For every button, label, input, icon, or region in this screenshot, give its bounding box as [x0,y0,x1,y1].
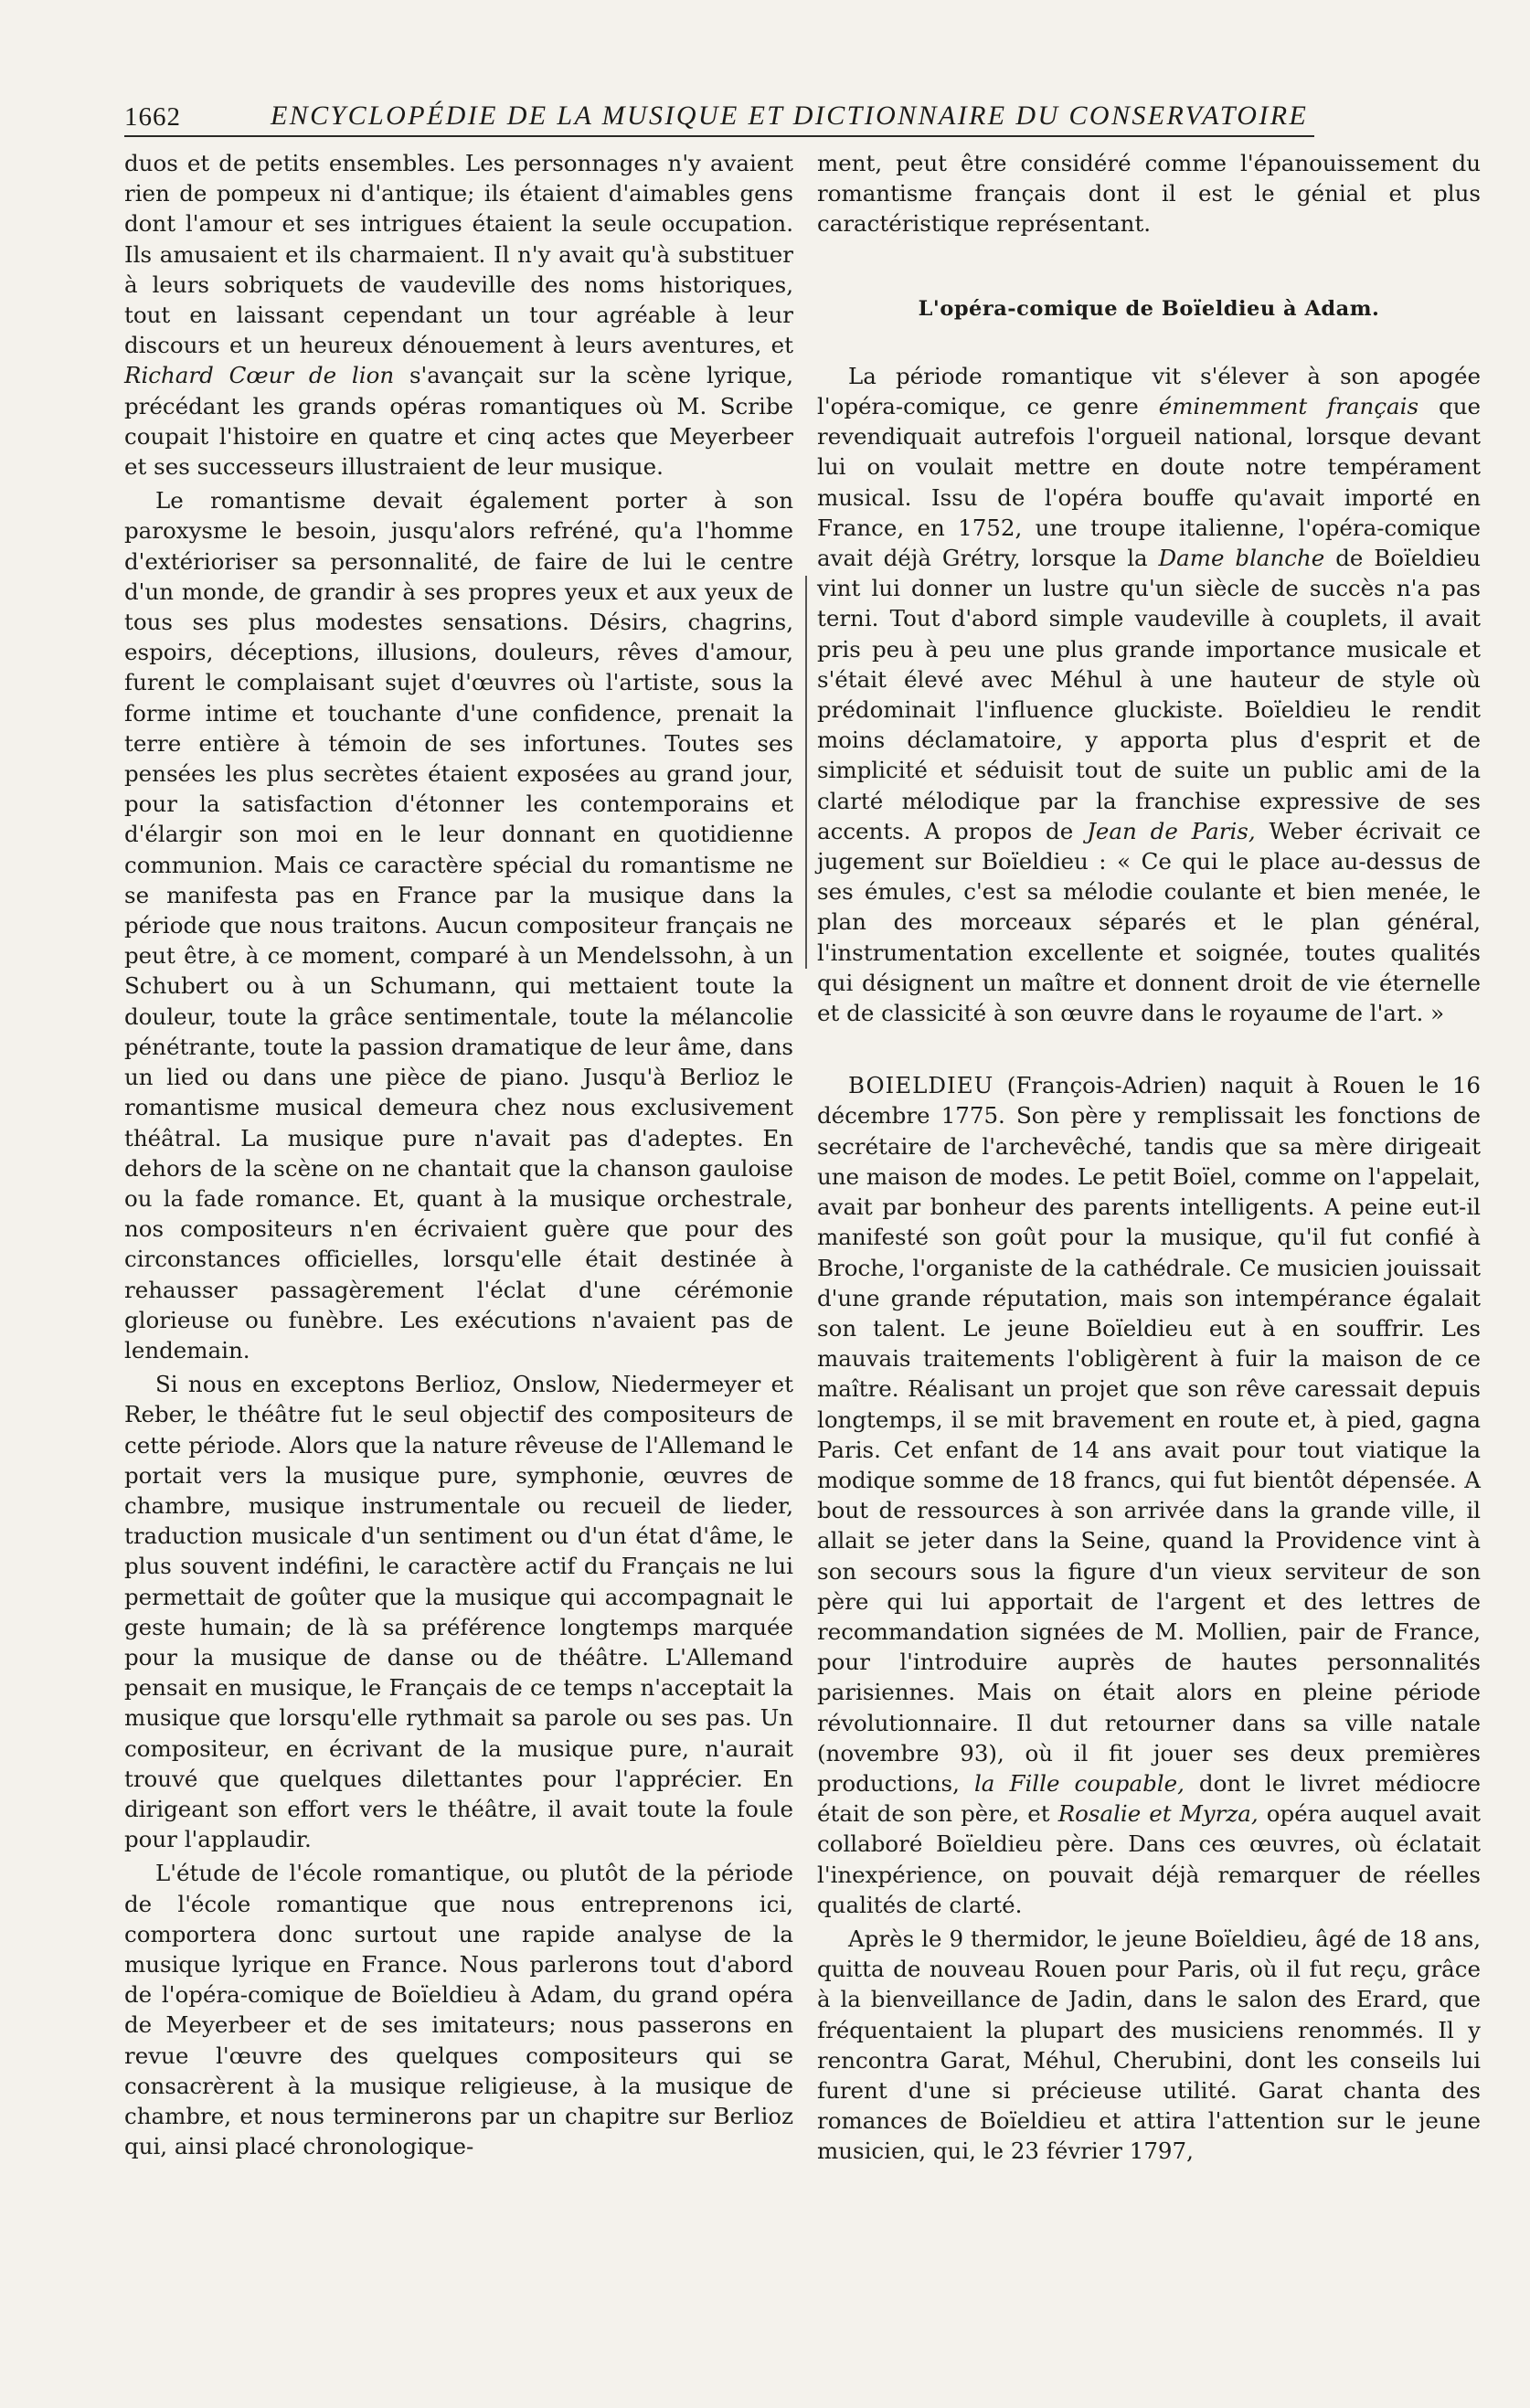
italic-title: Richard Cœur de lion [124,362,395,389]
text-run: (François-Adrien) naquit à Rouen le 16 décembre 1775. Son père y remplissait les fonctions de secrétaire de l'archevêché, tandis que sa mère dirigeait une maison de modes. Le petit Boïel, comme on l'appelait, avait par bonheur des parents intelligents. A peine eut-il manifesté son goût pour la musique, qu'il fut confié à Broche, l'organiste de la cathédrale. Ce musicien jouissait d'une grande réputation, mais son intempérance égalait son talent. Le jeune Boïeldieu eut à en souffrir. Les mauvais traitements l'obligèrent à fuir la maison de ce maître. Réalisant un projet que son rêve caressait depuis longtemps, il se mit bravement en route et, à pied, gagna Paris. Cet enfant de 14 ans avait pour tout viatique la modique somme de 18 francs, qui fut bientôt dépensée. A bout de ressources à son arrivée dans la grande ville, il allait se jeter dans la Seine, quand la Providence vint à son secours sous la figure d'un vieux serviteur de son père qui lui apportait de l'argent et des lettres de recommandation signées de M. Mollien, pair de France, pour l'introduire auprès de hautes personnalités parisiennes. Mais on était alors en pleine période révolutionnaire. Il dut retourner dans sa ville natale (novembre 93), où il fit jouer ses deux premières productions, [817,1072,1481,1797]
page-number: 1662 [124,102,181,132]
paragraph: Le romantisme devait également porter à son paroxysme le besoin, jusqu'alors refréné, qu'a l'homme d'extérioriser sa personnalité, de faire de lui le centre d'un monde, de grandir à ses propres yeux et aux yeux de tous ses plus modestes sensations. Désirs, chagrins, espoirs, déceptions, illusions, douleurs, rêves d'amour, furent le complaisant sujet d'œuvres où l'artiste, sous la forme intime et touchante d'une confidence, prenait la terre entière à témoin de ses infortunes. Toutes ses pensées les plus secrètes étaient exposées au grand jour, pour la satisfaction d'étonner les contemporains et d'élargir son moi en le leur donnant en quotidienne communion. Mais ce caractère spécial du romantisme ne se manifesta pas en France par la musique dans la période que nous traitons. Aucun compositeur français ne peut être, à ce moment, comparé à un Mendelssohn, à un Schubert ou à un Schumann, qui mettaient toute la douleur, toute la grâce sentimentale, toute la mélancolie pénétrante, toute la passion dramatique de leur âme, dans un lied ou dans une pièce de piano. Jusqu'à Berlioz le romantisme musical demeura chez nous exclusivement théâtral. La musique pure n'avait pas d'adeptes. En dehors de la scène on ne chantait que la chanson gauloise ou la fade romance. Et, quant à la musique orchestrale, nos compositeurs n'en écrivaient guère que pour des circonstances officielles, lorsqu'elle était destinée à rehausser passagèrement l'éclat d'une cérémonie glorieuse ou funèbre. Les exécutions n'avaient pas de lendemain. [124,487,793,1363]
paragraph [817,361,1481,1028]
composer-name: BOIELDIEU [848,1072,994,1099]
right-column [817,148,1481,2167]
paragraph: Après le 9 thermidor, le jeune Boïeldieu, âgé de 18 ans, quitta de nouveau Rouen pour Paris, où il fut reçu, grâce à la bienveillance de Jadin, dans le salon des Erard, que fréquentaient la plupart des musiciens renommés. Il y rencontra Garat, Méhul, Cherubini, dont les conseils lui furent d'une si précieuse utilité. Garat chanta des romances de Boïeldieu et attira l'attention sur le jeune musicien, qui, le 23 février 1797, [817,1925,1481,2165]
text-run: s'avançait sur la scène lyrique, précédant les grands opéras romantiques où M. Scribe coupait l'histoire en quatre et cinq actes que Meyerbeer et ses successeurs illustraient de leur musique. [124,362,793,481]
italic-title: la Fille coupable, [973,1769,1185,1797]
paragraph: L'étude de l'école romantique, ou plutôt de la période de l'école romantique que nous entreprenons ici, comportera donc surtout une rapide analyse de la musique lyrique en France. Nous parlerons tout d'abord de l'opéra-comique de Boïeldieu à Adam, du grand opéra de Meyerbeer et de ses imitateurs; nous passerons en revue l'œuvre des quelques compositeurs qui se consacrèrent à la musique religieuse, à la musique de chambre, et nous terminerons par un chapitre sur Berlioz qui, ainsi placé chronologique- [124,1860,793,2160]
column-divider [805,576,807,969]
italic-title: Jean de Paris, [1087,817,1256,844]
text-run: Weber écrivait ce jugement sur Boïeldieu : « Ce qui le place au-dessus de ses émules, c'est sa mélodie coulante et bien menée, le plan des morceaux séparés et le plan général, l'instrumentation excellente et soignée, toutes qualités qui désignent un maître et donnent droit de vie éternelle et de classicité à son œuvre dans le royaume de l'art. » [817,817,1481,1027]
paragraph [124,148,793,482]
left-column [124,148,793,2161]
text-run: duos et de petits ensembles. Les personnages n'y avaient rien de pompeux ni d'antique; ils étaient d'aimables gens dont l'amour et ses intrigues étaient la seule occupation. Ils amusaient et ils charmaient. Il n'y avait qu'à substituer à leurs sobriquets de vaudeville des noms historiques, tout en laissant cependant un tour agréable à leur discours et un heureux dénouement à leurs aventures, et [124,150,793,359]
section-heading: L'opéra-comique de Boïeldieu à Adam. [918,296,1380,321]
text-run: de Boïeldieu vint lui donner un lustre qu'un siècle de succès n'a pas terni. Tout d'abord simple vaudeville à couplets, il avait pris peu à peu une plus grande importance musicale et s'était élevé avec Méhul à une hauteur de style où prédominait l'influence gluckiste. Boïeldieu le rendit moins déclamatoire, y apporta plus d'esprit et de simplicité et séduisit tout de suite un public ami de la clarté mélodique par la franchise expressive de ses accents. A propos de [817,545,1481,844]
paragraph [817,1070,1481,1920]
text-run: dont le livret médiocre était de son père, et [817,1769,1481,1828]
italic-title: Dame blanche [1158,545,1325,572]
running-header [124,95,1314,137]
italic-title: Rosalie et Myrza, [1057,1800,1259,1828]
text-run: La période romantique vit s'élever à son apogée l'opéra-comique, ce genre [817,362,1481,420]
text-run: que revendiquait autrefois l'orgueil national, lorsque devant lui on voulait mettre en doute notre tempérament musical. Issu de l'opéra bouffe qu'avait importé en France, en 1752, une troupe italienne, l'opéra-comique avait déjà Grétry, lorsque la [817,393,1482,572]
paragraph: ment, peut être considéré comme l'épanouissement du romantisme français dont il est le génial et plus caractéristique représentant. [817,150,1481,238]
running-title: ENCYCLOPÉDIE DE LA MUSIQUE ET DICTIONNAIRE DU CONSERVATOIRE [271,101,1309,131]
text-run: opéra auquel avait collaboré Boïeldieu père. Dans ces œuvres, où éclatait l'inexpérience, on pouvait déjà remarquer de réelles qualités de clarté. [817,1800,1481,1918]
italic-text: éminemment français [1158,393,1419,420]
paragraph: Si nous en exceptons Berlioz, Onslow, Niedermeyer et Reber, le théâtre fut le seul objectif des compositeurs de cette période. Alors que la nature rêveuse de l'Allemand le portait vers la musique pure, symphonie, œuvres de chambre, musique instrumentale ou recueil de lieder, traduction musicale d'un sentiment ou d'un état d'âme, le plus souvent indéfini, le caractère actif du Français ne lui permettait de goûter que la musique qui accompagnait le geste humain; de là sa préférence longtemps marquée pour la musique de danse ou de théâtre. L'Allemand pensait en musique, le Français de ce temps n'acceptait la musique que lorsqu'elle rythmait sa parole ou ses pas. Un compositeur, en écrivant de la musique pure, n'aurait trouvé que quelques dilettantes pour l'apprécier. En dirigeant son effort vers le théâtre, il avait toute la foule pour l'applaudir. [124,1371,793,1853]
